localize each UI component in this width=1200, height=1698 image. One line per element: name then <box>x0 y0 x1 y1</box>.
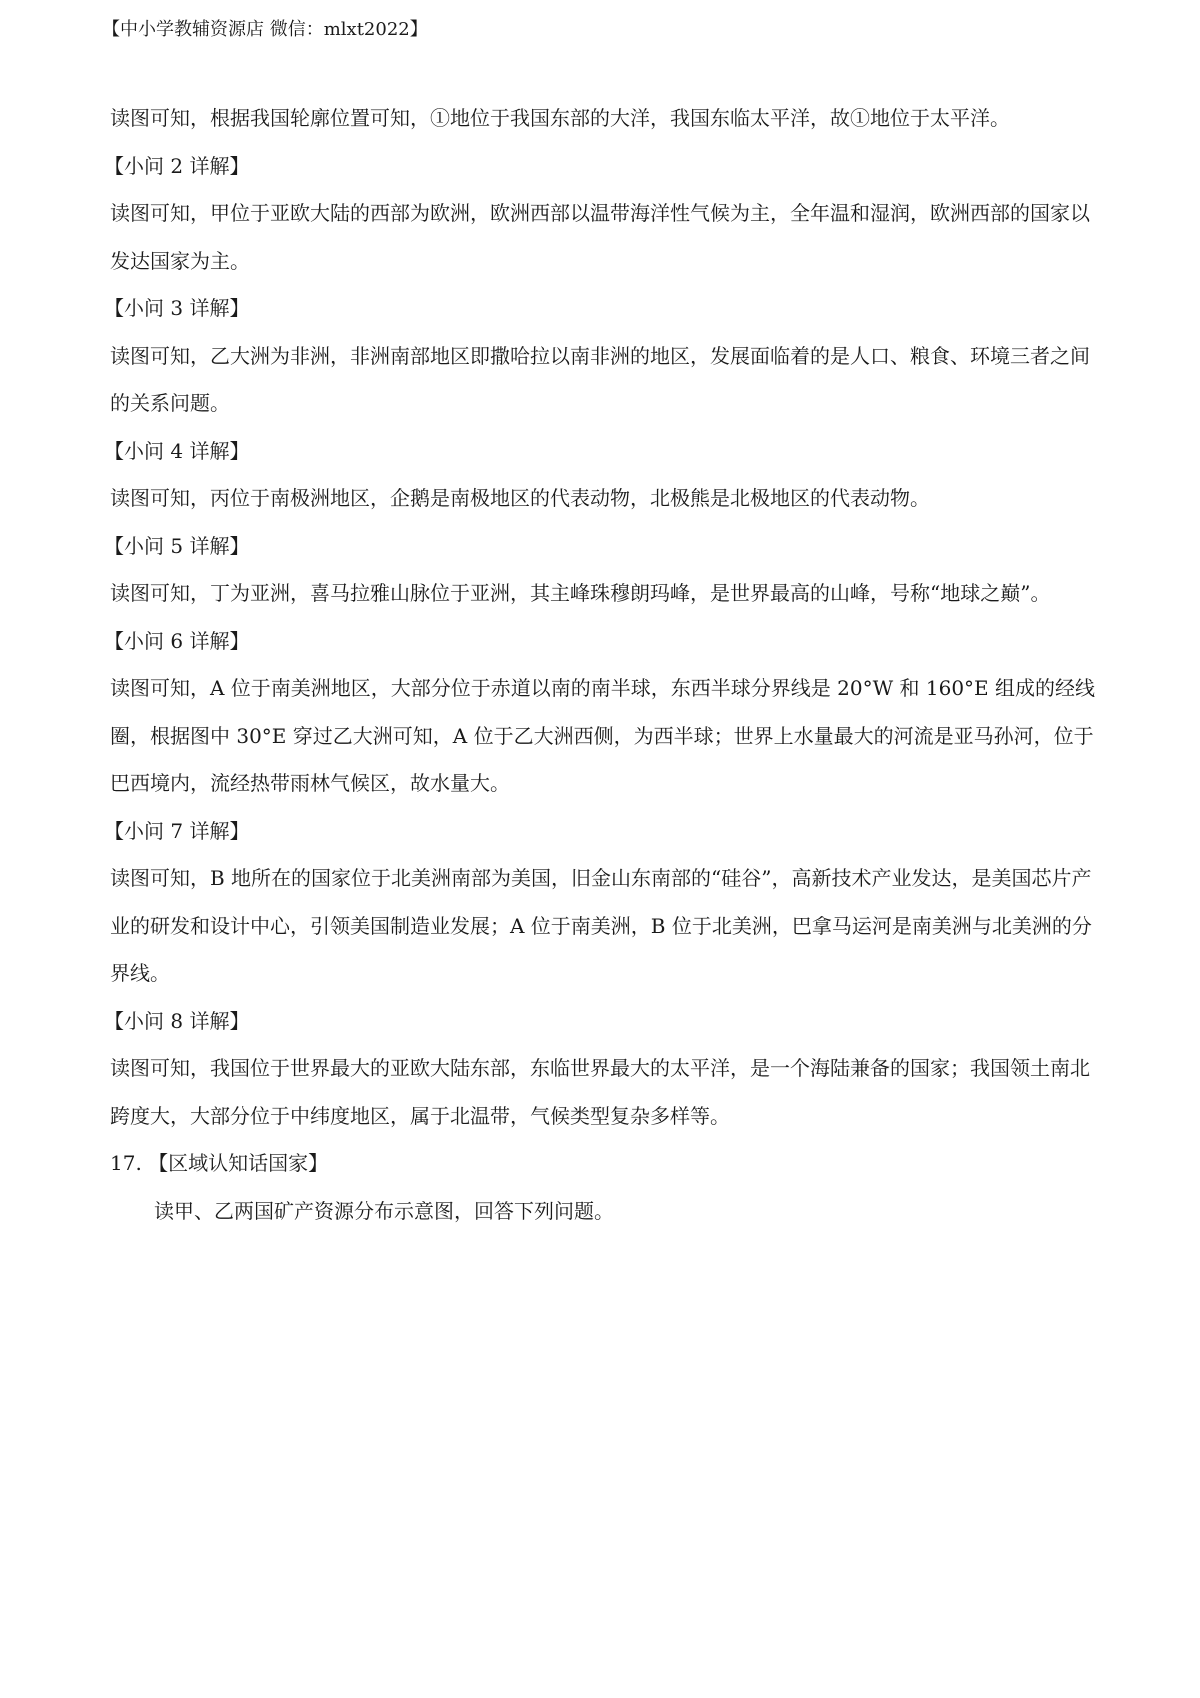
answer-paragraph-3: 读图可知，乙大洲为非洲，非洲南部地区即撒哈拉以南非洲的地区，发展面临着的是人口、粮食、环境三者之间的关系问题。 <box>110 343 1090 415</box>
answer-paragraph-2: 读图可知，甲位于亚欧大陆的西部为欧洲，欧洲西部以温带海洋性气候为主，全年温和湿润，欧洲西部的国家以发达国家为主。 <box>110 201 1090 273</box>
header-watermark: 【中小学教辅资源店 微信：mlxt2022】 <box>102 19 428 40</box>
answer-paragraph-7: 读图可知，B 地所在的国家位于北美洲南部为美国，旧金山东南部的“硅谷”，高新技术产业发达，是美国芯片产业的研发和设计中心，引领美国制造业发展；A 位于南美洲，B 位于北美洲，巴拿马运河是南美洲与北美洲的分界线。 <box>110 866 1092 985</box>
question-17-title: 17. 【区域认知话国家】 <box>110 1151 329 1175</box>
sub-question-5-heading: 【小问 5 详解】 <box>104 533 250 558</box>
answer-paragraph-4: 读图可知，丙位于南极洲地区，企鹅是南极地区的代表动物，北极熊是北极地区的代表动物。 <box>110 486 930 510</box>
answer-paragraph-1: 读图可知，根据我国轮廓位置可知，①地位于我国东部的大洋，我国东临太平洋，故①地位于太平洋。 <box>110 106 1010 130</box>
sub-question-4-heading: 【小问 4 详解】 <box>104 438 250 463</box>
sub-question-7-heading: 【小问 7 详解】 <box>104 818 250 843</box>
document-body <box>104 95 1100 1235</box>
answer-paragraph-6: 读图可知，A 位于南美洲地区，大部分位于赤道以南的南半球，东西半球分界线是 20°W 和 160°E 组成的经线圈，根据图中 30°E 穿过乙大洲可知，A 位于乙大洲西侧，为西半球；世界上水量最大的河流是亚马孙河，位于巴西境内，流经热带雨林气候区，故水量大。 <box>110 676 1096 795</box>
sub-question-2-heading: 【小问 2 详解】 <box>104 153 250 178</box>
question-17-intro: 读甲、乙两国矿产资源分布示意图，回答下列问题。 <box>154 1198 614 1223</box>
sub-question-8-heading: 【小问 8 详解】 <box>104 1008 250 1033</box>
sub-question-6-heading: 【小问 6 详解】 <box>104 628 250 653</box>
sub-question-3-heading: 【小问 3 详解】 <box>104 296 250 320</box>
answer-paragraph-8: 读图可知，我国位于世界最大的亚欧大陆东部，东临世界最大的太平洋，是一个海陆兼备的国家；我国领土南北跨度大，大部分位于中纬度地区，属于北温带，气候类型复杂多样等。 <box>110 1056 1090 1128</box>
answer-paragraph-5: 读图可知，丁为亚洲，喜马拉雅山脉位于亚洲，其主峰珠穆朗玛峰，是世界最高的山峰，号称“地球之巅”。 <box>110 581 1051 605</box>
